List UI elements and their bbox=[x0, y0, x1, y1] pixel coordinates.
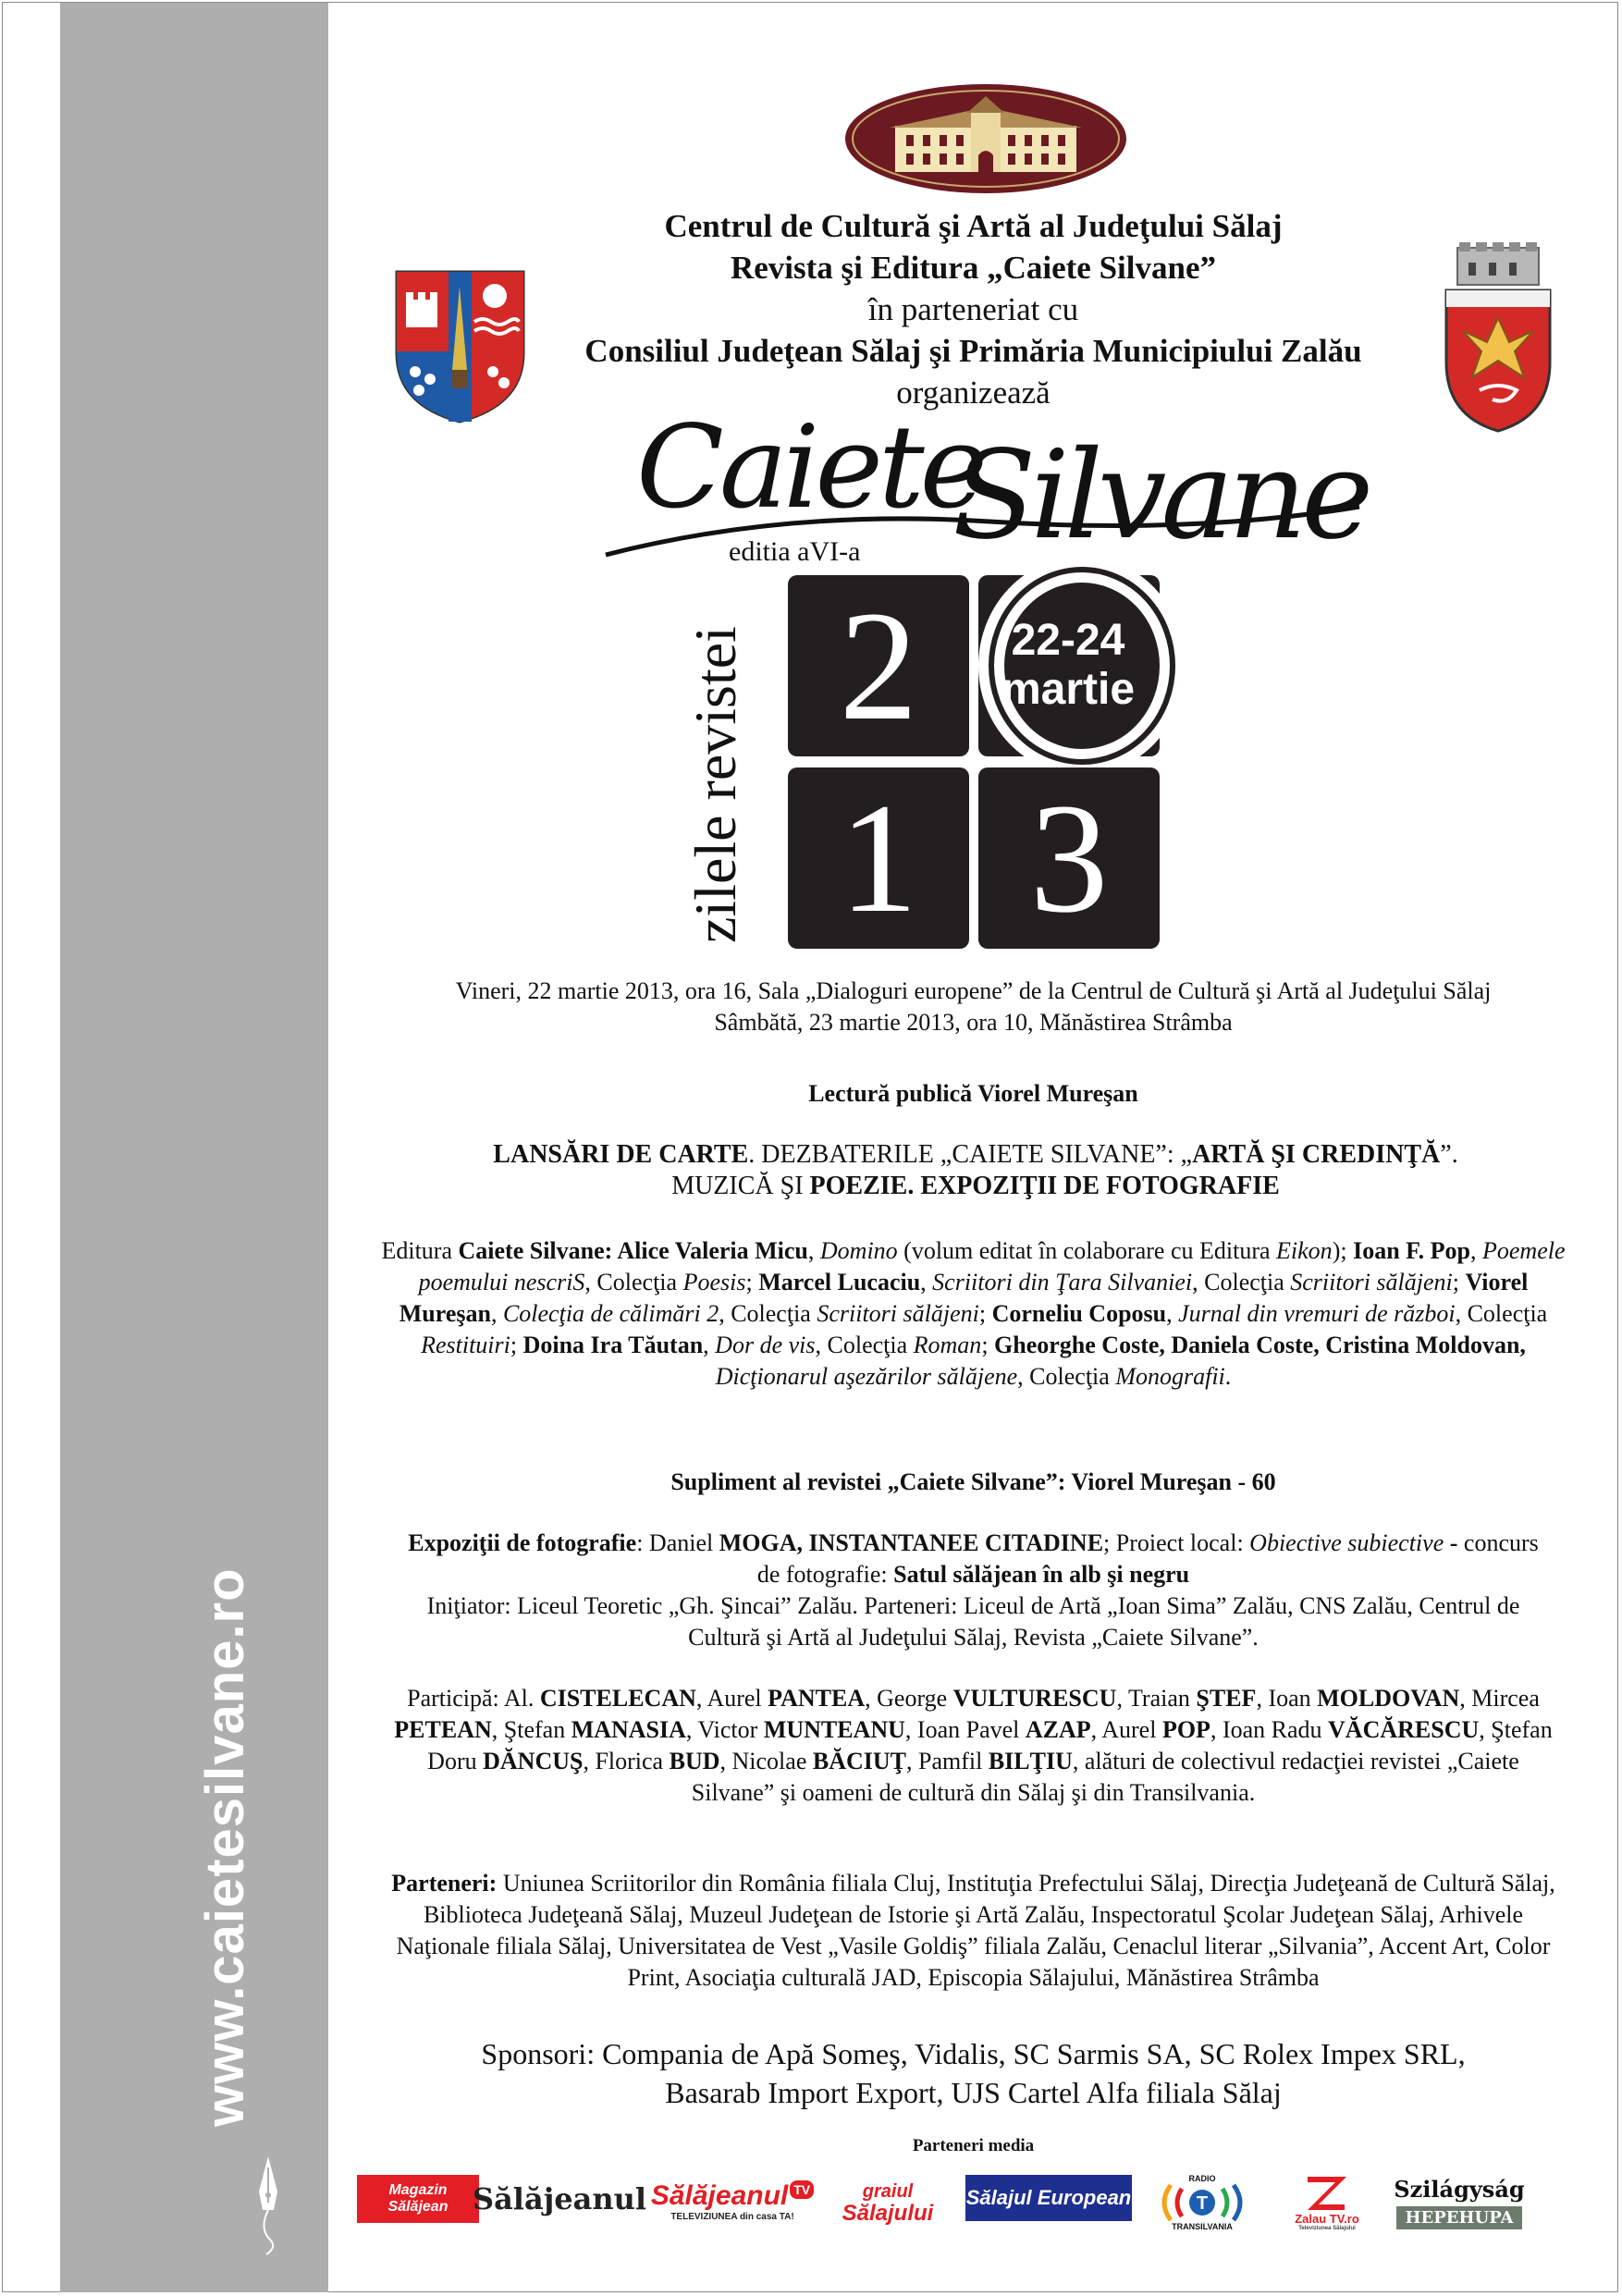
header-block bbox=[365, 205, 1581, 413]
books-title: Colecţia de călimări 2 bbox=[502, 1300, 719, 1327]
partners-label: Parteneri: bbox=[391, 1870, 498, 1897]
participant-prefix: Al. bbox=[503, 1685, 540, 1712]
highlight-poetry: POEZIE. EXPOZIŢII DE FOTOGRAFIE bbox=[809, 1172, 1280, 1200]
books-text: , Colecţia bbox=[1017, 1363, 1116, 1390]
radio-signal-icon bbox=[1147, 2183, 1258, 2222]
sponsors-line-2: Basarab Import Export, UJS Cartel Alfa filiala Sălaj bbox=[665, 2076, 1282, 2109]
media-partners-title: Parteneri media bbox=[912, 2136, 1035, 2155]
public-reading: Lectură publică Viorel Mureşan bbox=[808, 1080, 1138, 1107]
participant-prefix: , George bbox=[865, 1685, 953, 1712]
logo-edition: editia aVI-a bbox=[729, 536, 861, 567]
fountain-pen-icon bbox=[250, 2155, 287, 2256]
books-title: Scriitori sălăjeni bbox=[1290, 1269, 1453, 1295]
header-line-magazine: Revista şi Editura „Caiete Silvane” bbox=[731, 250, 1216, 286]
logo-title-silvane: Silvane bbox=[952, 424, 1369, 567]
books-text: (volum editat în colaborare cu Editura bbox=[897, 1237, 1277, 1264]
books-title: Poesis bbox=[682, 1269, 746, 1295]
participant-prefix: , Victor bbox=[685, 1716, 764, 1743]
logo-graiul-text: graiul bbox=[862, 2181, 914, 2202]
header-line-organizes: organizează bbox=[896, 374, 1051, 411]
books-author: Ioan F. Pop bbox=[1353, 1237, 1470, 1264]
participant-prefix: , Traian bbox=[1116, 1685, 1197, 1712]
participant-prefix: , Pamfil bbox=[906, 1748, 989, 1774]
date-month: martie bbox=[1001, 665, 1136, 714]
logo-radio-top: RADIO bbox=[1188, 2174, 1216, 2183]
logo-zalau-text: Zalau TV.ro bbox=[1295, 2211, 1359, 2226]
books-title: Monografii bbox=[1115, 1363, 1225, 1390]
books-text: , Colecţia bbox=[584, 1269, 683, 1295]
date-range: 22-24 bbox=[1011, 616, 1125, 665]
logo-szilagysag-text: Szilágyság bbox=[1394, 2176, 1525, 2203]
books-text: , bbox=[1166, 1300, 1179, 1327]
books-text: , Colecţia bbox=[1455, 1300, 1548, 1327]
participant-prefix: , Florica bbox=[583, 1748, 670, 1774]
exhibitions bbox=[398, 1528, 1549, 1653]
participant-surname: MUNTEANU bbox=[763, 1716, 905, 1743]
participant-prefix: , Ioan bbox=[1256, 1685, 1318, 1712]
website-url[interactable]: www.caietesilvane.ro bbox=[195, 1567, 255, 2127]
logo-magazin-text: Magazin bbox=[388, 2182, 448, 2198]
books-text: , bbox=[807, 1237, 820, 1264]
books-title: Poemele poemului nescriS bbox=[418, 1237, 1566, 1295]
schedule bbox=[365, 976, 1581, 1038]
participants-outro: , alături de colectivul redacţiei revistei „Caiete Silvane” şi oameni de cultură din Sălaj şi din Transilvania. bbox=[691, 1748, 1519, 1806]
digit-block-2 bbox=[788, 575, 969, 756]
logo-salajul-european[interactable] bbox=[965, 2175, 1132, 2221]
highlight-quote-end: ”. bbox=[1440, 1140, 1458, 1169]
logo-salajeanul-tv[interactable] bbox=[649, 2167, 816, 2234]
participant-surname: MOLDOVAN bbox=[1317, 1685, 1460, 1712]
digit-1: 1 bbox=[839, 771, 918, 945]
logo-salajeanul-text: Sălăjeanul bbox=[472, 2181, 647, 2216]
logo-radio-bottom: TRANSILVANIA bbox=[1172, 2222, 1233, 2231]
participant-surname: PANTEA bbox=[768, 1685, 866, 1712]
logo-title-caiete: Caiete bbox=[636, 401, 984, 534]
participant-surname: POP bbox=[1161, 1716, 1210, 1743]
books-title: Scriitori sălăjeni bbox=[817, 1300, 979, 1327]
logo-hepehupa-text: HEPEHUPA bbox=[1396, 2206, 1523, 2229]
highlight-theme: ARTĂ ŞI CREDINŢĂ bbox=[1192, 1140, 1441, 1169]
svg-text:T: T bbox=[1196, 2193, 1209, 2214]
logo-graiul-text-2: Sălajului bbox=[842, 2201, 934, 2226]
exhibitions-label: Expoziţii de fotografie bbox=[408, 1529, 637, 1556]
digit-block-1 bbox=[788, 767, 969, 949]
books-author: Caiete Silvane: Alice Valeria Micu bbox=[458, 1237, 808, 1264]
zalau-tv-z-icon bbox=[1304, 2175, 1350, 2212]
logo-magazin-salajean[interactable] bbox=[357, 2175, 479, 2223]
books-author: Gheorghe Coste, Daniela Coste, Cristina Moldovan, bbox=[994, 1332, 1526, 1358]
participant-prefix: , Nicolae bbox=[719, 1748, 813, 1774]
exhibitions-text: concurs de fotografie: bbox=[756, 1529, 1539, 1588]
books-title: Dicţionarul aşezărilor sălăjene bbox=[715, 1363, 1018, 1390]
logo-tv-text: Sălăjeanul bbox=[650, 2179, 789, 2211]
header-line-council: Consiliul Judeţean Sălaj şi Primăria Municipiului Zalău bbox=[584, 333, 1362, 369]
participant-prefix: , Ioan Radu bbox=[1210, 1716, 1329, 1743]
books-text: ; bbox=[978, 1300, 992, 1327]
logo-szilagysag-hepehupa[interactable] bbox=[1385, 2167, 1533, 2238]
books-text: , Colecţia bbox=[719, 1300, 817, 1327]
media-logo-strip bbox=[351, 2164, 1581, 2265]
highlight-launches: LANSĂRI DE CARTE bbox=[493, 1140, 749, 1169]
logo-european-text: Sălajul European bbox=[965, 2186, 1132, 2209]
books-text: , Colecţia bbox=[815, 1332, 914, 1358]
participant-surname: AZAP bbox=[1025, 1716, 1091, 1743]
sponsors bbox=[365, 2034, 1581, 2112]
participant-prefix: , Ioan Pavel bbox=[904, 1716, 1026, 1743]
books-text: ; bbox=[745, 1269, 759, 1295]
books-author: Doina Ira Tăutan bbox=[522, 1332, 704, 1358]
participant-prefix: , Ştefan Doru bbox=[427, 1716, 1553, 1774]
books-text: ; bbox=[981, 1332, 995, 1358]
participant-surname: PETEAN bbox=[394, 1716, 492, 1743]
highlight-music: MUZICĂ ŞI bbox=[671, 1172, 810, 1200]
exhibitions-artist: MOGA, INSTANTANEE CITADINE bbox=[719, 1529, 1104, 1556]
exhibitions-text: ; Proiect local: bbox=[1103, 1529, 1250, 1556]
books-text: ; bbox=[1452, 1269, 1466, 1295]
logo-tv-slogan: TELEVIZIUNEA din casa TA! bbox=[670, 2211, 794, 2222]
exhibitions-project: Obiective subiective bbox=[1249, 1529, 1444, 1556]
participant-surname: CISTELECAN bbox=[539, 1685, 696, 1712]
book-launches bbox=[375, 1235, 1572, 1393]
participant-prefix: , Mircea bbox=[1459, 1685, 1540, 1712]
participant-surname: DĂNCUŞ bbox=[483, 1748, 584, 1774]
event-logo bbox=[601, 401, 1369, 962]
participant-surname: MANASIA bbox=[571, 1716, 686, 1743]
books-author: Marcel Lucaciu bbox=[758, 1269, 921, 1295]
books-text: ); bbox=[1332, 1237, 1354, 1264]
books-text: Editura bbox=[381, 1237, 459, 1264]
exhibitions-organizers: Iniţiator: Liceul Teoretic „Gh. Şincai” Zalău. Parteneri: Liceul de Artă „Ioan Sima” Zalău, CNS Zalău, Centrul de Cultură şi Artă al Judeţului Sălaj, Revista „Caiete Silvane”. bbox=[426, 1592, 1520, 1651]
books-author: Corneliu Coposu bbox=[991, 1300, 1167, 1327]
header-line-culture-center: Centrul de Cultură şi Artă al Judeţului Sălaj bbox=[664, 208, 1283, 244]
exhibitions-text: - bbox=[1444, 1529, 1464, 1556]
digit-3: 3 bbox=[1029, 771, 1109, 945]
date-badge bbox=[999, 616, 1137, 714]
books-title: Domino bbox=[819, 1237, 898, 1264]
logo-radio-transilvania[interactable] bbox=[1137, 2169, 1267, 2236]
partners bbox=[375, 1868, 1572, 1994]
logo-salajeanul[interactable] bbox=[472, 2175, 647, 2223]
books-text: , bbox=[703, 1332, 716, 1358]
books-title: Dor de vis bbox=[715, 1332, 816, 1358]
books-text: , bbox=[1470, 1237, 1482, 1264]
participant-surname: VULTURESCU bbox=[952, 1685, 1117, 1712]
building-emblem bbox=[842, 81, 1130, 197]
exhibitions-text: : Daniel bbox=[636, 1529, 719, 1556]
logo-magazin-text-2: Sălăjean bbox=[387, 2199, 449, 2215]
books-author: Viorel Mureşan bbox=[399, 1269, 1529, 1327]
sponsors-line-1: Sponsori: Compania de Apă Someş, Vidalis, SC Sarmis SA, SC Rolex Impex SRL, bbox=[481, 2037, 1466, 2070]
highlight-debates: . DEZBATERILE „CAIETE SILVANE”: „ bbox=[748, 1140, 1193, 1169]
participant-surname: VĂCĂRESCU bbox=[1328, 1716, 1480, 1743]
logo-tv-badge: TV bbox=[790, 2180, 814, 2199]
participant-prefix: , Ştefan bbox=[491, 1716, 571, 1743]
participant-surname: BĂCIUŢ bbox=[812, 1748, 906, 1774]
books-text: . bbox=[1224, 1363, 1232, 1390]
supplement-notice: Supliment al revistei „Caiete Silvane”: Viorel Mureşan - 60 bbox=[670, 1468, 1276, 1495]
participant-surname: BILŢIU bbox=[988, 1748, 1073, 1774]
books-title: Roman bbox=[913, 1332, 982, 1358]
logo-graiul-salajului[interactable] bbox=[823, 2173, 952, 2232]
books-title: Restituiri bbox=[421, 1332, 510, 1358]
books-title: Eikon bbox=[1276, 1237, 1333, 1264]
books-text: , bbox=[490, 1300, 503, 1327]
logo-zalau-slogan: Televiziunea Sălajului bbox=[1298, 2225, 1356, 2231]
participants-intro: Participă: bbox=[407, 1685, 504, 1712]
logo-zalau-tv[interactable] bbox=[1276, 2167, 1378, 2238]
logo-vertical-tagline: zilele revistei bbox=[682, 626, 748, 943]
schedule-saturday: Sâmbătă, 23 martie 2013, ora 10, Mănăstirea Strâmba bbox=[714, 1009, 1233, 1036]
participant-surname: BUD bbox=[669, 1748, 720, 1774]
participant-surname: ŞTEF bbox=[1196, 1685, 1257, 1712]
books-text: , bbox=[920, 1269, 933, 1295]
books-title: Jurnal din vremuri de război bbox=[1178, 1300, 1456, 1327]
exhibitions-contest: Satul sălăjean în alb şi negru bbox=[893, 1561, 1190, 1588]
participants bbox=[388, 1683, 1558, 1809]
books-text: , Colecţia bbox=[1192, 1269, 1291, 1295]
digit-2: 2 bbox=[839, 579, 918, 753]
books-text: ; bbox=[510, 1332, 523, 1358]
participant-prefix: , Aurel bbox=[1090, 1716, 1162, 1743]
partners-list: Uniunea Scriitorilor din România filiala Cluj, Instituţia Prefectului Sălaj, Direcţia Judeţeană de Cultură Sălaj, Biblioteca Judeţeană Sălaj, Muzeul Judeţean de Istorie şi Artă Zalău, Inspectoratul Şcolar Judeţean Sălaj, Arhivele Naţionale filiala Sălaj, Universitatea de Vest „Vasile Goldiş” filiala Zalău, Cenaclul literar „Silvania”, Accent Art, Color Print, Asociaţia culturală JAD, Episcopia Sălajului, Mănăstirea Strâmba bbox=[396, 1870, 1555, 1991]
program-highlights bbox=[425, 1139, 1526, 1202]
header-line-partnership: în parteneriat cu bbox=[867, 291, 1079, 327]
participant-prefix: , Aurel bbox=[695, 1685, 768, 1712]
books-title: Scriitori din Ţara Silvaniei bbox=[932, 1269, 1193, 1295]
schedule-friday: Vineri, 22 martie 2013, ora 16, Sala „Dialoguri europene” de la Centrul de Cultură şi Artă al Judeţului Sălaj bbox=[455, 977, 1492, 1004]
digit-block-3 bbox=[978, 767, 1160, 949]
